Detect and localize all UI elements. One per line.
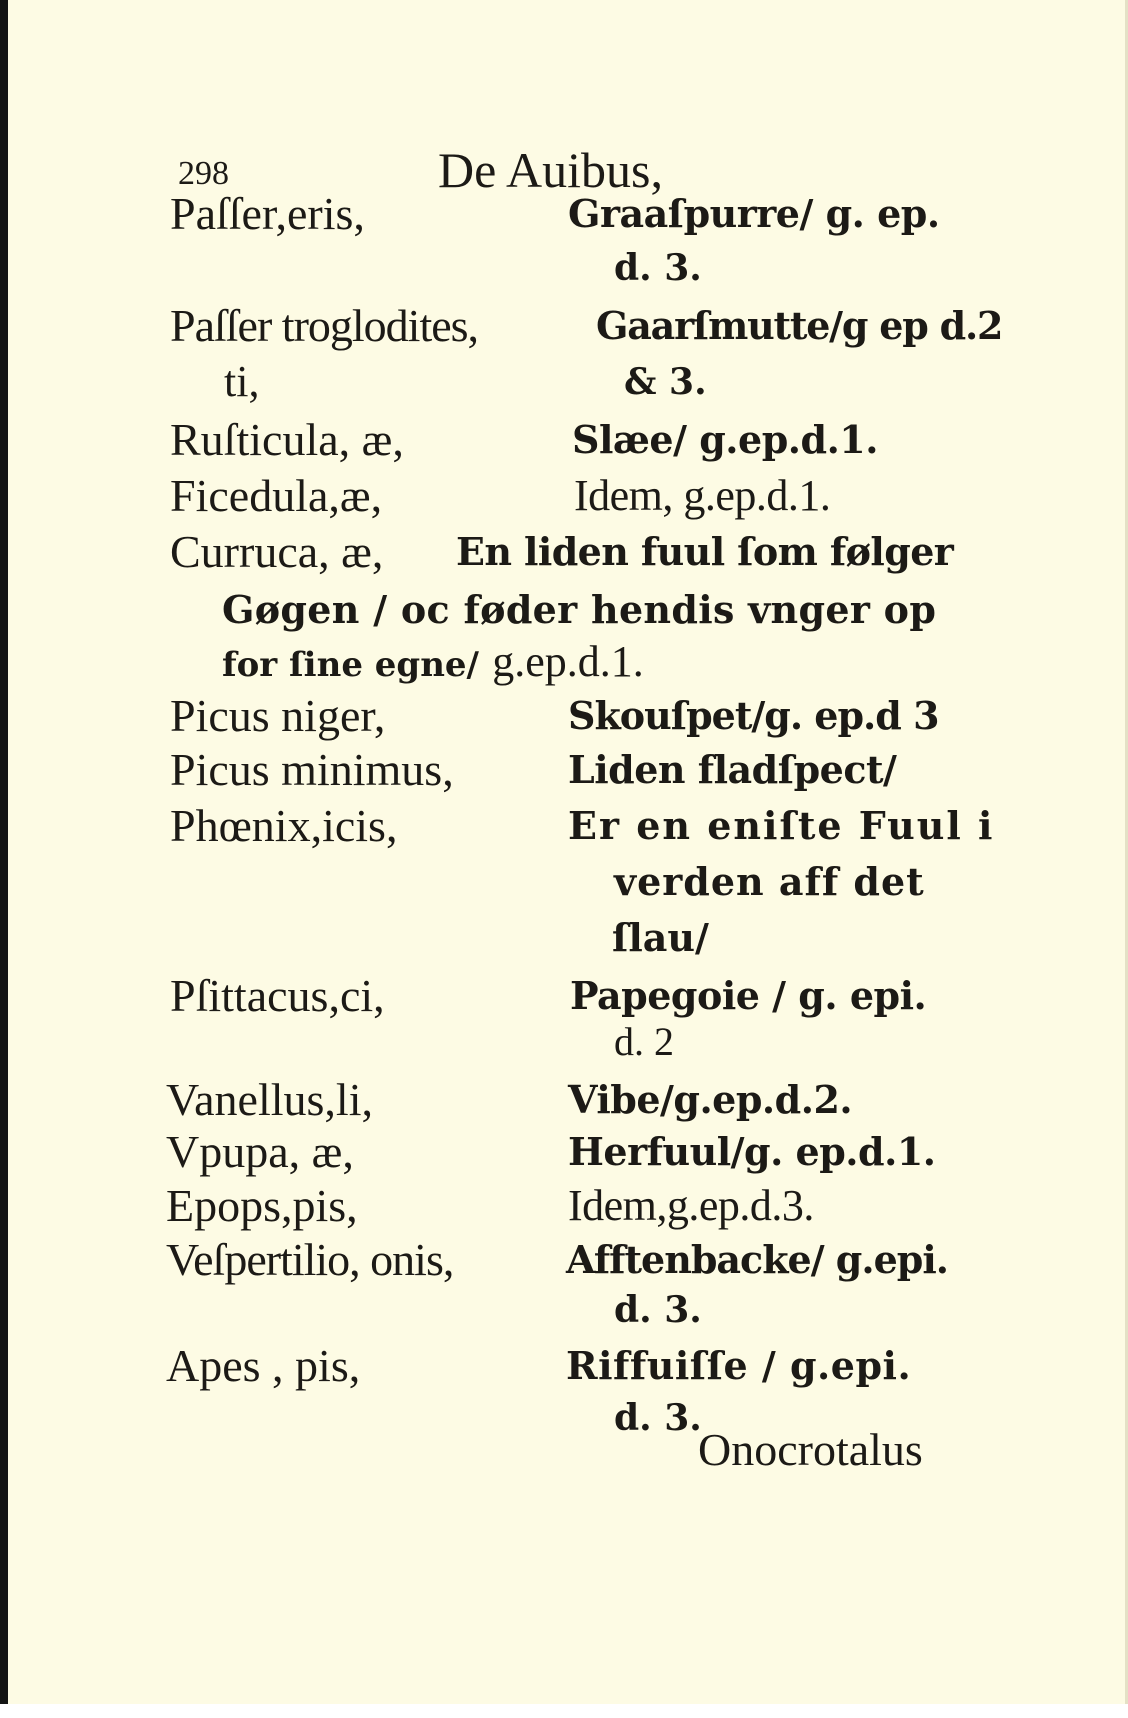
danish-gloss-continuation: d. 3. — [614, 1289, 702, 1331]
danish-gloss-continuation: d. 3. — [614, 1397, 702, 1439]
latin-term: Apes , pis, — [166, 1340, 361, 1391]
danish-gloss: Idem,g.ep.d.3. — [568, 1181, 814, 1230]
dictionary-entry-continuation — [0, 242, 1128, 294]
dictionary-entry-continuation — [0, 356, 1128, 408]
latin-term: Paſſer troglodites, — [170, 300, 479, 351]
danish-gloss-wrap — [222, 636, 644, 691]
dictionary-entry-continuation — [0, 912, 1128, 964]
dictionary-entry — [0, 1340, 1128, 1392]
latin-term: Picus minimus, — [170, 744, 454, 795]
running-title: De Auibus, — [438, 142, 663, 198]
latin-term: Ruſticula, æ, — [170, 414, 404, 465]
danish-gloss: Herfuul/g. ep.d.1. — [568, 1129, 936, 1174]
dictionary-entry — [0, 800, 1128, 852]
latin-term: Curruca, æ, — [170, 526, 384, 577]
dictionary-entry-continuation — [0, 1392, 1128, 1444]
latin-term: Phœnix,icis, — [170, 800, 398, 851]
dictionary-entry — [0, 690, 1128, 742]
dictionary-entry — [0, 414, 1128, 466]
latin-term: Paſſer,eris, — [170, 188, 365, 239]
dictionary-entry — [0, 1180, 1128, 1232]
danish-gloss-continuation: d. 3. — [614, 247, 702, 289]
latin-term: Ficedula,æ, — [170, 470, 383, 521]
dictionary-entry — [0, 300, 1128, 352]
danish-gloss: Vibe/g.ep.d.2. — [568, 1077, 853, 1122]
dictionary-entry — [0, 970, 1128, 1022]
danish-gloss-continuation: verden aff det — [614, 859, 925, 904]
dictionary-entry — [0, 1074, 1128, 1126]
dictionary-entry-wrap — [0, 636, 1128, 688]
danish-gloss: Slæe/ g.ep.d.1. — [572, 417, 878, 462]
page-header — [178, 142, 738, 198]
dictionary-entry — [0, 744, 1128, 796]
danish-gloss: Idem, g.ep.d.1. — [574, 471, 831, 520]
danish-gloss-continuation: d. 2 — [614, 1019, 674, 1064]
dictionary-entry — [0, 188, 1128, 240]
latin-term-continuation: ti, — [224, 357, 260, 406]
danish-gloss: Graaſpurre/ g. ep. — [568, 191, 940, 236]
dictionary-entry — [0, 1234, 1128, 1286]
latin-term: Pſittacus,ci, — [170, 970, 385, 1021]
danish-gloss: Er en eniſte Fuul i — [568, 803, 995, 848]
danish-gloss: Riffuiſſe / g.epi. — [566, 1343, 912, 1388]
danish-gloss: En liden fuul ſom følger — [456, 529, 954, 574]
dictionary-entry — [0, 470, 1128, 522]
danish-gloss-wrap-text: for ſine egne/ — [222, 645, 479, 685]
danish-gloss-continuation: ſlau/ — [612, 915, 709, 960]
dictionary-entry-continuation — [0, 1016, 1128, 1068]
latin-term: Epops,pis, — [166, 1180, 358, 1231]
dictionary-entry — [0, 526, 1128, 578]
danish-gloss: Papegoie / g. epi. — [570, 973, 927, 1018]
dictionary-entry-wrap — [0, 584, 1128, 636]
danish-gloss-continuation: & 3. — [624, 361, 707, 403]
latin-term: Veſpertilio, onis, — [166, 1234, 454, 1285]
latin-term: Vpupa, æ, — [166, 1126, 354, 1177]
danish-gloss: Gaarſmutte/g ep d.2 — [596, 303, 1003, 348]
danish-gloss: Afftenbacke/ g.epi. — [566, 1237, 949, 1282]
danish-gloss: Skouſpet/g. ep.d 3 — [568, 693, 939, 738]
catchword: Onocrotalus — [698, 1424, 923, 1475]
danish-gloss-wrap-abbrev: g.ep.d.1. — [492, 637, 644, 686]
dictionary-entry-continuation — [0, 856, 1128, 908]
dictionary-entry-continuation — [0, 1284, 1128, 1336]
danish-gloss: Liden fladſpect/ — [568, 747, 897, 792]
latin-term: Picus niger, — [170, 690, 386, 741]
latin-term: Vanellus,li, — [166, 1074, 373, 1125]
danish-gloss-wrap: Gøgen / oc føder hendis vnger op — [222, 587, 937, 632]
page-number: 298 — [178, 155, 229, 192]
dictionary-entry — [0, 1126, 1128, 1178]
